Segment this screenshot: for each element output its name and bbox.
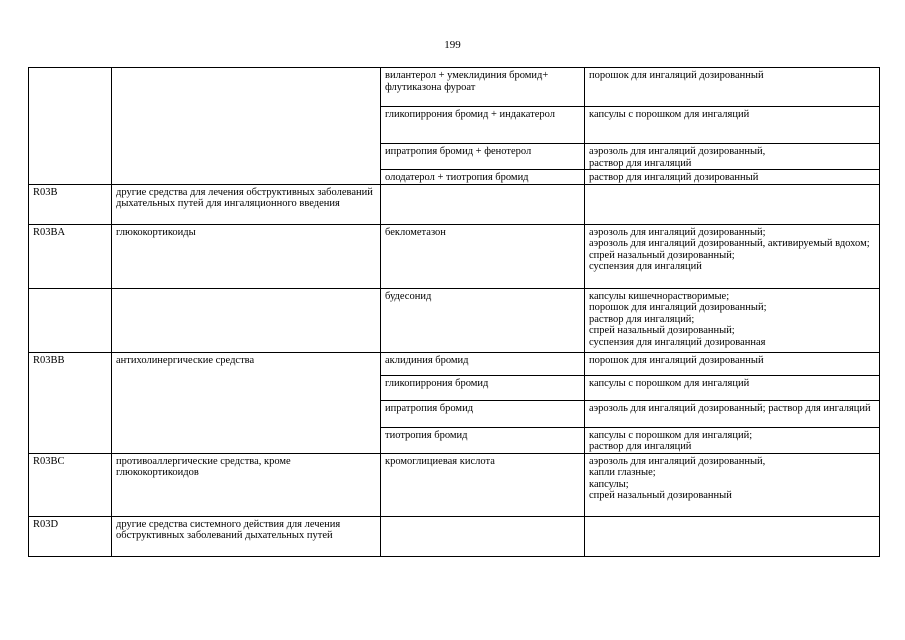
table-row [29, 184, 880, 224]
drug-name-cell: ипратропия бромид + фенотерол [381, 144, 585, 170]
table-row [29, 352, 880, 375]
dosage-form-cell: капсулы с порошком для ингаляций; раствор для ингаляций [585, 427, 880, 453]
table-row [29, 453, 880, 516]
dosage-form-cell: раствор для ингаляций дозированный [585, 170, 880, 185]
drug-name-cell: тиотропия бромид [381, 427, 585, 453]
drug-name-cell: гликопиррония бромид + индакатерол [381, 107, 585, 144]
atc-code-cell: R03BC [29, 453, 112, 516]
dosage-form-cell: аэрозоль для ингаляций дозированный, раствор для ингаляций [585, 144, 880, 170]
dosage-form-cell: капсулы с порошком для ингаляций [585, 107, 880, 144]
atc-code-cell: R03D [29, 516, 112, 556]
table-row [29, 224, 880, 288]
drug-name-cell: ипратропия бромид [381, 400, 585, 427]
dosage-form-cell: порошок для ингаляций дозированный [585, 68, 880, 107]
drug-name-cell [381, 516, 585, 556]
anatomical-group-cell: другие средства для лечения обструктивных заболеваний дыхательных путей для ингаляционного введения [112, 184, 381, 224]
table-row [29, 288, 880, 352]
drug-name-cell [381, 184, 585, 224]
table-row [29, 516, 880, 556]
dosage-form-cell [585, 516, 880, 556]
atc-code-cell: R03BB [29, 352, 112, 453]
dosage-form-cell [585, 184, 880, 224]
drug-name-cell: вилантерол + умеклидиния бромид+ флутиказона фуроат [381, 68, 585, 107]
anatomical-group-cell: антихолинергические средства [112, 352, 381, 453]
anatomical-group-cell [112, 68, 381, 185]
atc-code-cell: R03BA [29, 224, 112, 288]
atc-code-cell [29, 68, 112, 185]
drug-name-cell: олодатерол + тиотропия бромид [381, 170, 585, 185]
drug-name-cell: будесонид [381, 288, 585, 352]
anatomical-group-cell: другие средства системного действия для лечения обструктивных заболеваний дыхательных путей [112, 516, 381, 556]
anatomical-group-cell [112, 288, 381, 352]
atc-code-cell [29, 288, 112, 352]
anatomical-group-cell: противоаллергические средства, кроме глюкокортикоидов [112, 453, 381, 516]
table-row [29, 68, 880, 107]
drug-name-cell: аклидиния бромид [381, 352, 585, 375]
dosage-form-cell: капсулы кишечнорастворимые; порошок для ингаляций дозированный; раствор для ингаляций; спрей назальный дозированный; суспензия для ингаляций дозированная [585, 288, 880, 352]
dosage-form-cell: порошок для ингаляций дозированный [585, 352, 880, 375]
anatomical-group-cell: глюкокортикоиды [112, 224, 381, 288]
drug-classification-table [28, 67, 880, 557]
dosage-form-cell: аэрозоль для ингаляций дозированный; раствор для ингаляций [585, 400, 880, 427]
drug-name-cell: гликопиррония бромид [381, 375, 585, 400]
drug-name-cell: беклометазон [381, 224, 585, 288]
atc-code-cell: R03B [29, 184, 112, 224]
table-body [29, 68, 880, 557]
drug-name-cell: кромоглициевая кислота [381, 453, 585, 516]
dosage-form-cell: аэрозоль для ингаляций дозированный; аэрозоль для ингаляций дозированный, активируемый вдохом; спрей назальный дозированный; суспензия для ингаляций [585, 224, 880, 288]
dosage-form-cell: капсулы с порошком для ингаляций [585, 375, 880, 400]
dosage-form-cell: аэрозоль для ингаляций дозированный, капли глазные; капсулы; спрей назальный дозированный [585, 453, 880, 516]
page-number: 199 [444, 39, 461, 51]
